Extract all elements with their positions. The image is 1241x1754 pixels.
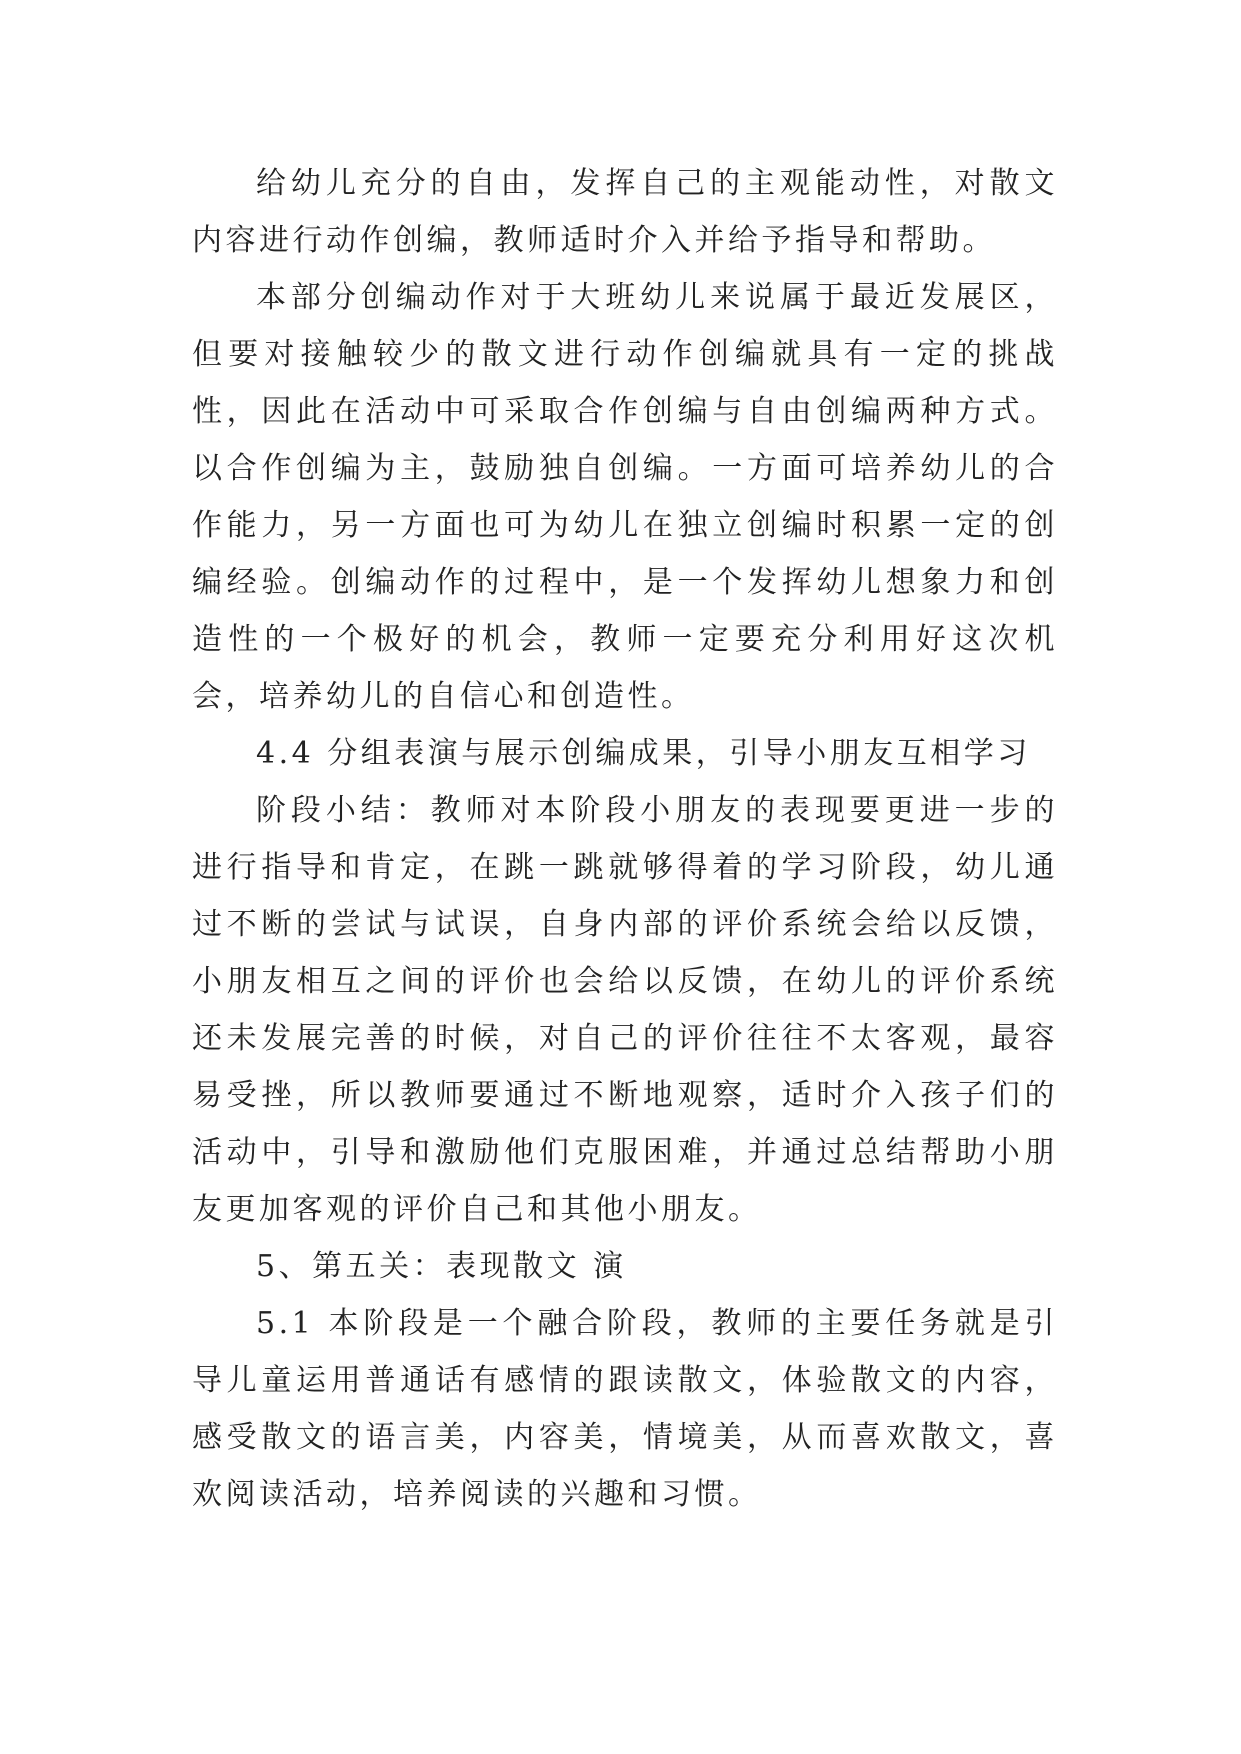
- document-page: [192, 155, 1058, 1523]
- section-heading-5: 5、第五关：表现散文 演: [256, 1249, 627, 1284]
- paragraph-activity-instruction: 给幼儿充分的自由，发挥自己的主观能动性，对散文内容进行动作创编，教师适时介入并给予指导和帮助。: [192, 166, 1058, 258]
- paragraph-creative-movement: 本部分创编动作对于大班幼儿来说属于最近发展区，但要对接触较少的散文进行动作创编就具有一定的挑战性，因此在活动中可采取合作创编与自由创编两种方式。以合作创编为主，鼓励独自创编。一方面可培养幼儿的合作能力，另一方面也可为幼儿在独立创编时积累一定的创编经验。创编动作的过程中，是一个发挥幼儿想象力和创造性的一个极好的机会，教师一定要充分利用好这次机会，培养幼儿的自信心和创造性。: [192, 280, 1058, 714]
- paragraph-stage-summary: 阶段小结：教师对本阶段小朋友的表现要更进一步的进行指导和肯定，在跳一跳就够得着的学习阶段，幼儿通过不断的尝试与试误，自身内部的评价系统会给以反馈，小朋友相互之间的评价也会给以反馈，在幼儿的评价系统还未发展完善的时候，对自己的评价往往不太客观，最容易受挫，所以教师要通过不断地观察，适时介入孩子们的活动中，引导和激励他们克服困难，并通过总结帮助小朋友更加客观的评价自己和其他小朋友。: [192, 793, 1058, 1227]
- paragraph-5-1: 5.1 本阶段是一个融合阶段，教师的主要任务就是引导儿童运用普通话有感情的跟读散文，体验散文的内容，感受散文的语言美，内容美，情境美，从而喜欢散文，喜欢阅读活动，培养阅读的兴趣和习惯。: [192, 1306, 1058, 1512]
- section-heading-4-4: 4.4 分组表演与展示创编成果，引导小朋友互相学习: [256, 736, 1031, 771]
